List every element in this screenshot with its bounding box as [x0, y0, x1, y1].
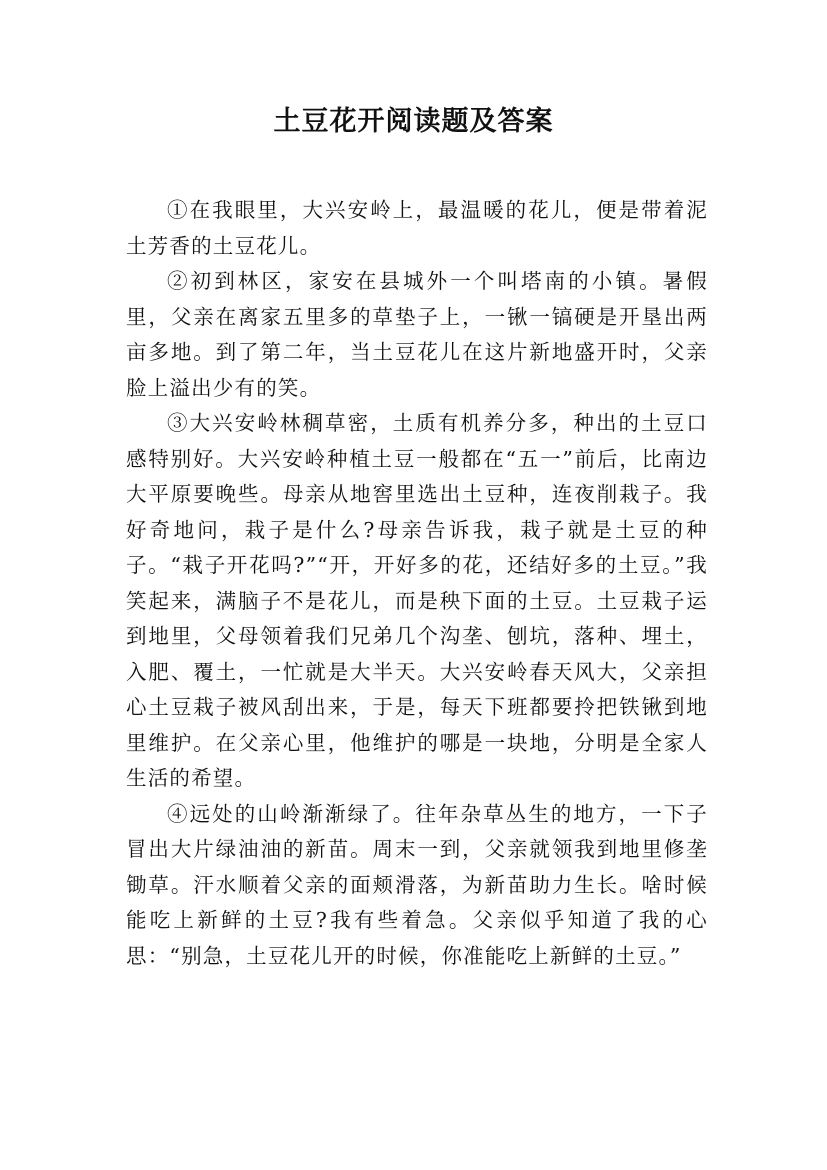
document-title: 土豆花开阅读题及答案: [273, 106, 554, 137]
paragraph-4: ④远处的山岭渐渐绿了。往年杂草丛生的地方，一下子冒出大片绿油油的新苗。周末一到，父亲就领我到地里修垄锄草。汗水顺着父亲的面颊滑落，为新苗助力生长。啥时候能吃上新鲜的土豆?我有些着急。父亲似乎知道了我的心思：“别急，土豆花儿开的时候，你准能吃上新鲜的土豆。”: [126, 801, 708, 968]
paragraph-2: ②初到林区，家安在县城外一个叫塔南的小镇。暑假里，父亲在离家五里多的草垫子上，一锹一镐硬是开垦出两亩多地。到了第二年，当土豆花儿在这片新地盛开时，父亲脸上溢出少有的笑。: [126, 269, 708, 400]
document-body: [126, 193, 708, 974]
paragraph-1: ①在我眼里，大兴安岭上，最温暖的花儿，便是带着泥土芳香的土豆花儿。: [126, 198, 708, 258]
paragraph-3: ③大兴安岭林稠草密，土质有机养分多，种出的土豆口感特别好。大兴安岭种植土豆一般都在“五一”前后，比南边大平原要晚些。母亲从地窖里选出土豆种，连夜削栽子。我好奇地问，栽子是什么?母亲告诉我，栽子就是土豆的种子。“栽子开花吗?”“开，开好多的花，还结好多的土豆。”我笑起来，满脑子不是花儿，而是秧下面的土豆。土豆栽子运到地里，父母领着我们兄弟几个沟垄、刨坑，落种、埋土，入肥、覆土，一忙就是大半天。大兴安岭春天风大，父亲担心土豆栽子被风刮出来，于是，每天下班都要拎把铁锹到地里维护。在父亲心里，他维护的哪是一块地，分明是全家人生活的希望。: [126, 411, 708, 790]
